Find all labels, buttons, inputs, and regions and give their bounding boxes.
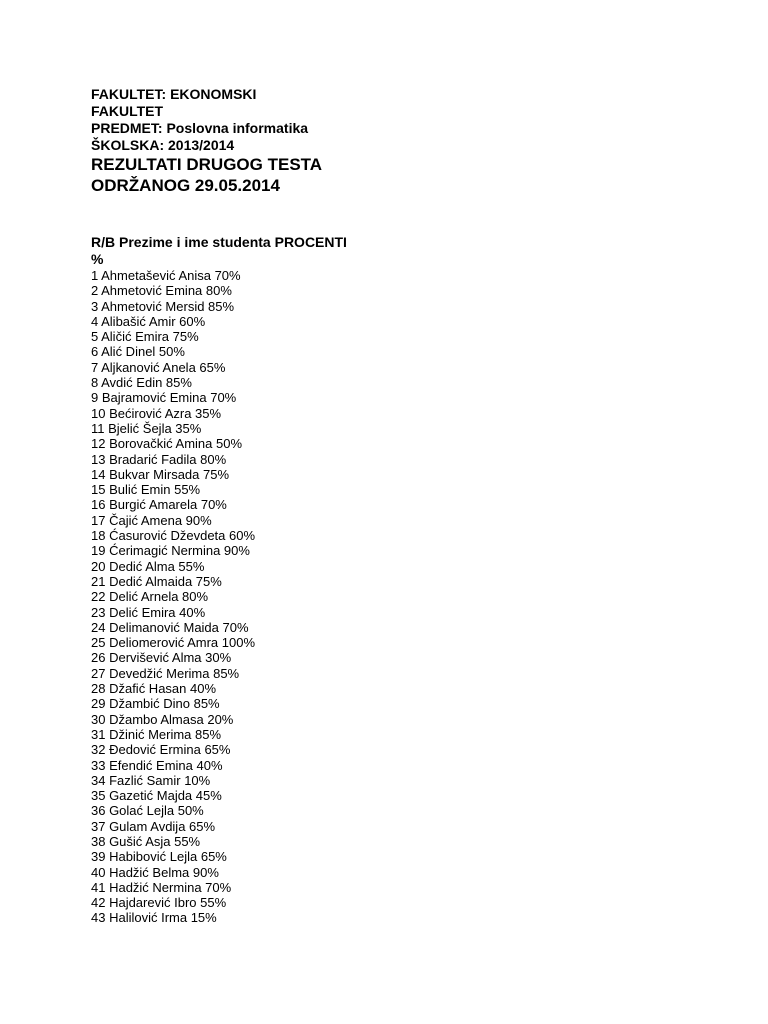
result-row: 16 Burgić Amarela 70% bbox=[91, 497, 227, 513]
result-row: 29 Džambić Dino 85% bbox=[91, 696, 220, 712]
result-row: 2 Ahmetović Emina 80% bbox=[91, 283, 232, 299]
result-row: 38 Gušić Asja 55% bbox=[91, 833, 201, 849]
result-row: 7 Aljkanović Anela 65% bbox=[91, 359, 226, 375]
result-row: 34 Fazlić Samir 10% bbox=[91, 772, 211, 788]
result-row: 31 Džinić Merima 85% bbox=[91, 726, 222, 742]
result-row: 9 Bajramović Emina 70% bbox=[91, 390, 237, 406]
result-row: 11 Bjelić Šejla 35% bbox=[91, 420, 202, 436]
result-row: 8 Avdić Edin 85% bbox=[91, 375, 192, 391]
faculty-label-continued: FAKULTET bbox=[91, 103, 164, 119]
result-row: 21 Dedić Almaida 75% bbox=[91, 573, 222, 589]
result-row: 42 Hajdarević Ibro 55% bbox=[91, 895, 227, 911]
faculty-label: FAKULTET: EKONOMSKI bbox=[91, 86, 257, 102]
school-year-label: ŠKOLSKA: 2013/2014 bbox=[91, 137, 235, 153]
subject-label: PREDMET: Poslovna informatika bbox=[91, 120, 309, 136]
result-row: 39 Habibović Lejla 65% bbox=[91, 849, 227, 865]
result-row: 22 Delić Arnela 80% bbox=[91, 589, 209, 605]
result-row: 14 Bukvar Mirsada 75% bbox=[91, 466, 230, 482]
result-row: 33 Efendić Emina 40% bbox=[91, 757, 223, 773]
result-row: 23 Delić Emira 40% bbox=[91, 604, 206, 620]
result-row: 27 Devedžić Merima 85% bbox=[91, 665, 240, 681]
result-row: 20 Dedić Alma 55% bbox=[91, 558, 205, 574]
result-row: 6 Alić Dinel 50% bbox=[91, 344, 185, 360]
result-row: 24 Delimanović Maida 70% bbox=[91, 619, 249, 635]
document-title-date: ODRŽANOG 29.05.2014 bbox=[91, 176, 280, 195]
result-row: 28 Džafić Hasan 40% bbox=[91, 681, 217, 697]
result-row: 18 Ćasurović Dževdeta 60% bbox=[91, 528, 256, 544]
column-header: R/B Prezime i ime studenta PROCENTI % bbox=[91, 234, 347, 267]
result-row: 25 Deliomerović Amra 100% bbox=[91, 635, 256, 651]
result-row: 32 Đedović Ermina 65% bbox=[91, 742, 231, 758]
result-row: 26 Dervišević Alma 30% bbox=[91, 650, 232, 666]
result-row: 3 Ahmetović Mersid 85% bbox=[91, 298, 235, 314]
result-row: 41 Hadžić Nermina 70% bbox=[91, 879, 232, 895]
result-row: 36 Golać Lejla 50% bbox=[91, 803, 204, 819]
result-row: 13 Bradarić Fadila 80% bbox=[91, 451, 227, 467]
result-row: 37 Gulam Avdija 65% bbox=[91, 818, 216, 834]
result-row: 10 Bećirović Azra 35% bbox=[91, 405, 222, 421]
result-row: 4 Alibašić Amir 60% bbox=[91, 313, 206, 329]
document-content bbox=[91, 86, 411, 926]
result-row: 40 Hadžić Belma 90% bbox=[91, 864, 219, 880]
document-title: REZULTATI DRUGOG TESTA bbox=[91, 155, 323, 174]
result-row: 15 Bulić Emin 55% bbox=[91, 482, 201, 498]
result-row: 17 Čajić Amena 90% bbox=[91, 512, 212, 528]
result-row: 1 Ahmetašević Anisa 70% bbox=[91, 268, 241, 283]
result-row: 30 Džambo Almasa 20% bbox=[91, 711, 234, 727]
results-list bbox=[91, 268, 411, 926]
result-row: 19 Ćerimagić Nermina 90% bbox=[91, 543, 250, 559]
result-row: 35 Gazetić Majda 45% bbox=[91, 788, 222, 804]
result-row: 43 Halilović Irma 15% bbox=[91, 910, 217, 926]
spacer bbox=[91, 196, 411, 234]
result-row: 12 Borovačkić Amina 50% bbox=[91, 436, 243, 452]
result-row: 5 Aličić Emira 75% bbox=[91, 329, 199, 345]
